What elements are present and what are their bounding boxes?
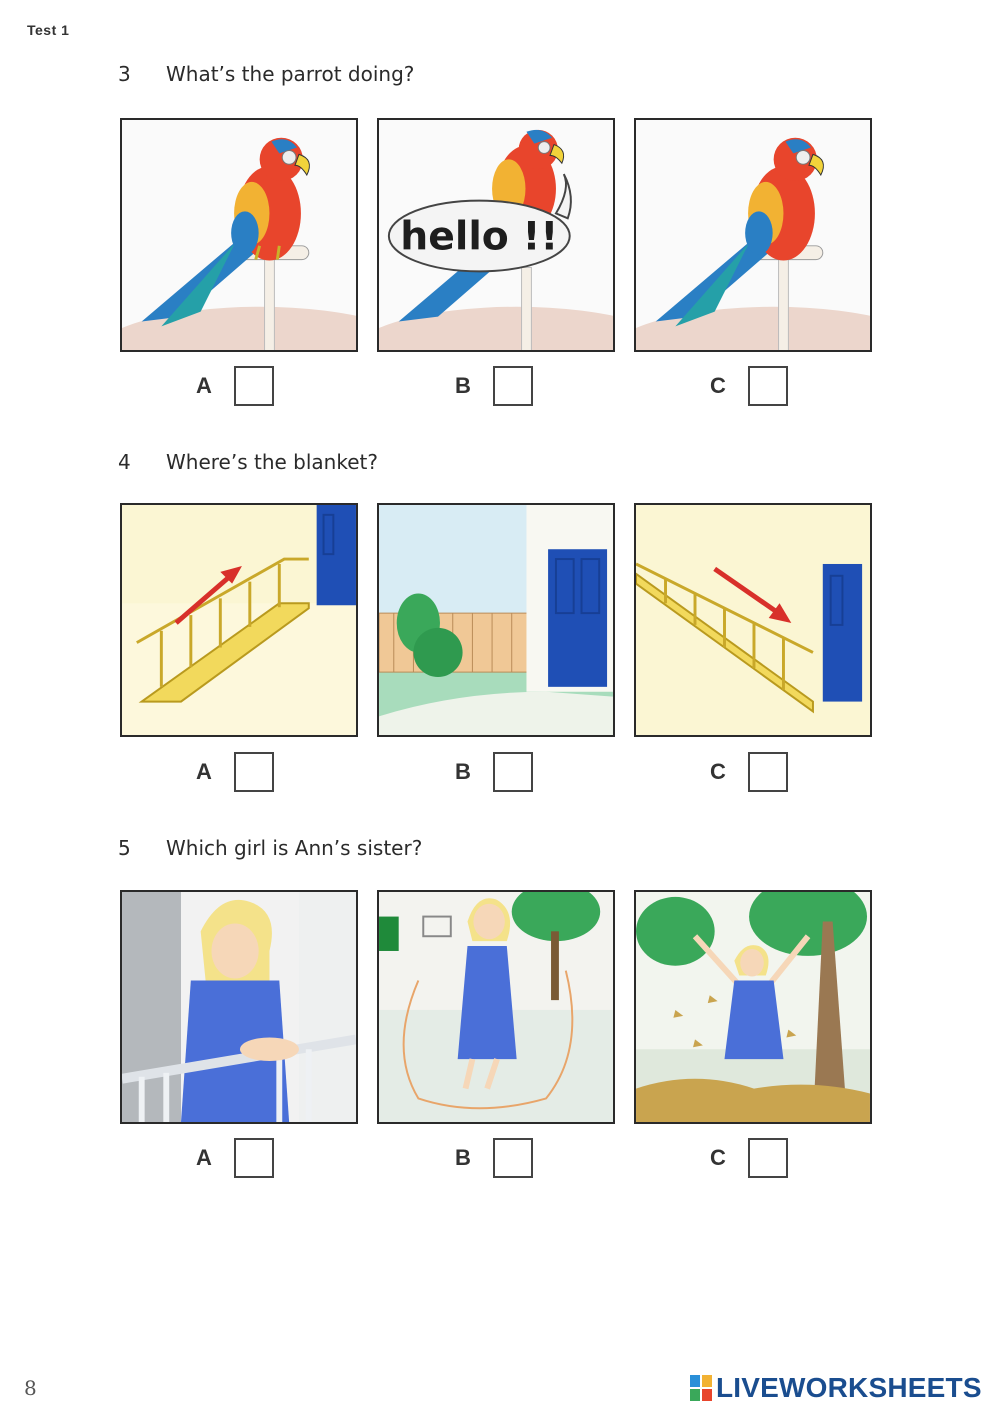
question-3 <box>118 62 414 86</box>
option-label: A <box>196 759 212 784</box>
q3-option-b[interactable] <box>455 366 533 406</box>
liveworksheets-logo <box>690 1372 982 1404</box>
girl-on-balcony-illustration <box>122 892 356 1122</box>
question-text: Which girl is Ann’s sister? <box>166 836 423 860</box>
q3-option-a[interactable] <box>196 366 274 406</box>
q5-picture-c <box>634 890 872 1124</box>
q4-picture-a <box>120 503 358 737</box>
q4-option-a[interactable] <box>196 752 274 792</box>
question-number: 4 <box>118 450 131 474</box>
answer-checkbox[interactable] <box>748 366 788 406</box>
parrot-on-perch-illustration <box>636 120 870 350</box>
option-label: B <box>455 759 471 784</box>
answer-checkbox[interactable] <box>493 366 533 406</box>
answer-checkbox[interactable] <box>493 1138 533 1178</box>
q4-picture-c <box>634 503 872 737</box>
q5-option-c[interactable] <box>710 1138 788 1178</box>
question-text: Where’s the blanket? <box>166 450 378 474</box>
q5-picture-a <box>120 890 358 1124</box>
test-header: Test 1 <box>27 22 70 38</box>
garden-illustration <box>379 505 613 735</box>
upstairs-illustration <box>122 505 356 735</box>
q4-option-b[interactable] <box>455 752 533 792</box>
option-label: B <box>455 1145 471 1170</box>
liveworksheets-logo-icon <box>690 1375 712 1401</box>
liveworksheets-brand: LIVEWORKSHEETS <box>716 1372 982 1403</box>
q3-picture-b <box>377 118 615 352</box>
answer-checkbox[interactable] <box>748 1138 788 1178</box>
q3-picture-a <box>120 118 358 352</box>
question-number: 3 <box>118 62 131 86</box>
option-label: A <box>196 373 212 398</box>
q5-option-a[interactable] <box>196 1138 274 1178</box>
q3-option-c[interactable] <box>710 366 788 406</box>
girl-skipping-rope-illustration <box>379 892 613 1122</box>
answer-checkbox[interactable] <box>234 366 274 406</box>
speech-bubble-text: hello !! <box>400 214 559 260</box>
answer-checkbox[interactable] <box>234 1138 274 1178</box>
answer-checkbox[interactable] <box>234 752 274 792</box>
girl-in-autumn-leaves-illustration <box>636 892 870 1122</box>
question-text: What’s the parrot doing? <box>166 62 415 86</box>
question-4 <box>118 450 378 474</box>
q4-option-c[interactable] <box>710 752 788 792</box>
q3-picture-c <box>634 118 872 352</box>
q5-picture-b <box>377 890 615 1124</box>
parrot-speaking-illustration <box>379 120 613 350</box>
question-5 <box>118 836 422 860</box>
question-number: 5 <box>118 836 131 860</box>
answer-checkbox[interactable] <box>493 752 533 792</box>
q5-option-b[interactable] <box>455 1138 533 1178</box>
page-number: 8 <box>24 1376 37 1400</box>
downstairs-illustration <box>636 505 870 735</box>
answer-checkbox[interactable] <box>748 752 788 792</box>
option-label: A <box>196 1145 212 1170</box>
parrot-on-perch-illustration <box>122 120 356 350</box>
q4-picture-b <box>377 503 615 737</box>
option-label: C <box>710 1145 726 1170</box>
option-label: C <box>710 373 726 398</box>
option-label: B <box>455 373 471 398</box>
option-label: C <box>710 759 726 784</box>
